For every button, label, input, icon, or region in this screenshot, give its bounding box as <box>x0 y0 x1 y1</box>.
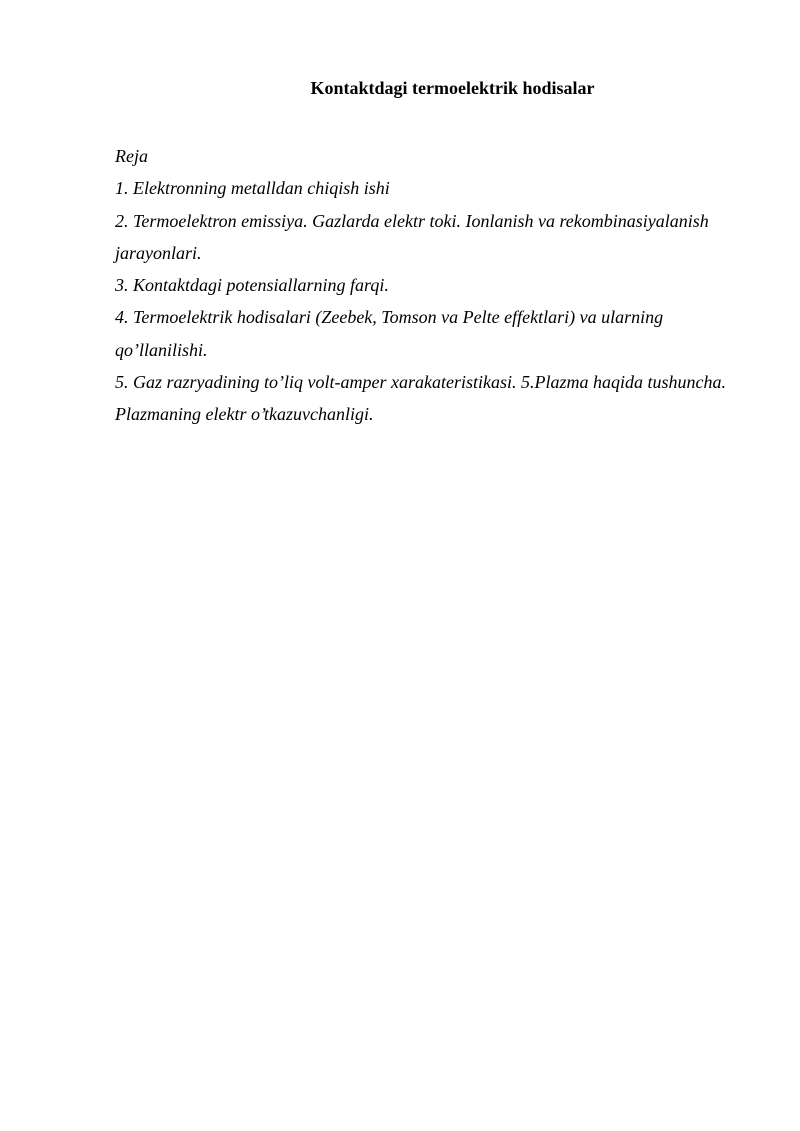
plan-section <box>115 140 755 431</box>
plan-item-2: 2. Termoelektron emissiya. Gazlarda elektr toki. Ionlanish va rekombinasiyalanish jarayonlari. <box>115 210 709 263</box>
plan-item-4: 4. Termoelektrik hodisalari (Zeebek, Tomson va Pelte effektlari) va ularning qo’llanilishi. <box>115 307 664 360</box>
plan-item-5: 5. Gaz razryadining to’liq volt-amper xarakateristikasi. 5.Plazma haqida tushuncha. Plazmaning elektr o’tkazuvchanligi. <box>115 372 726 425</box>
document-title: Kontaktdagi termoelektrik hodisalar <box>310 78 595 98</box>
plan-heading: Reja <box>115 146 148 166</box>
plan-item-1: 1. Elektronning metalldan chiqish ishi <box>115 178 390 199</box>
plan-item-3: 3. Kontaktdagi potensiallarning farqi. <box>115 275 389 296</box>
